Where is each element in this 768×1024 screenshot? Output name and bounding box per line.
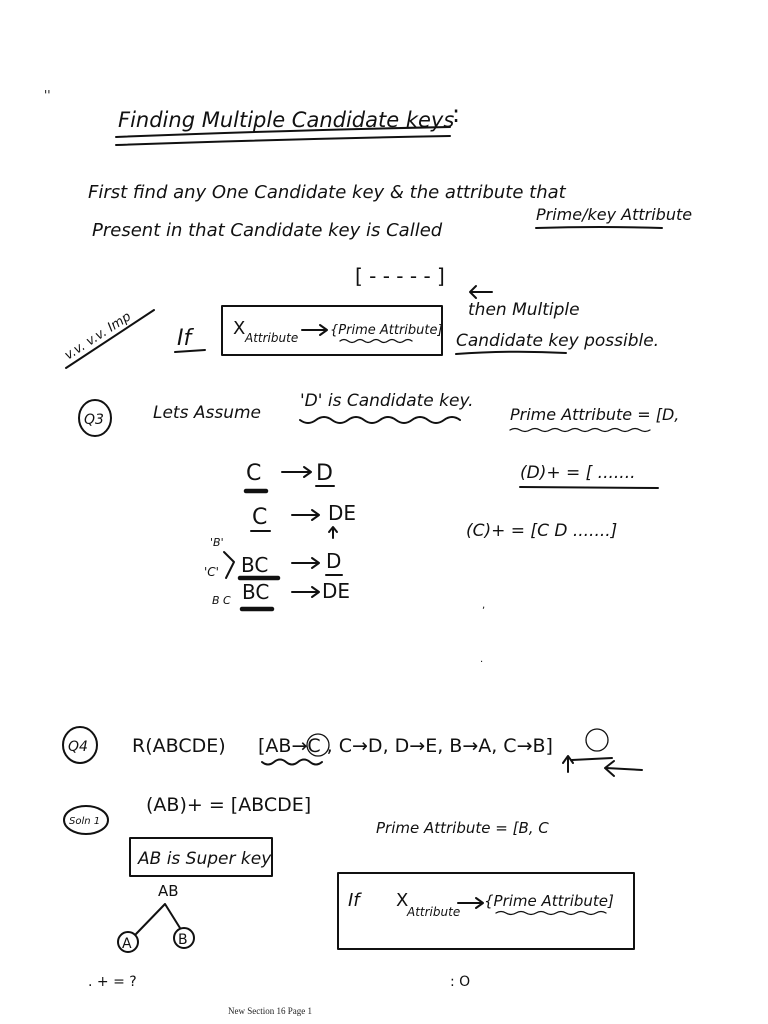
up-arrow-b (563, 756, 573, 772)
stray-dot-1: , (482, 600, 486, 611)
ab-c-wavy (262, 760, 322, 765)
heading-colon: : (452, 100, 461, 128)
cutoff-marks-right: : O (450, 974, 471, 990)
dep2-rhs: DE (328, 501, 357, 525)
assumption-key: 'D' is Candidate key. (300, 391, 474, 411)
intro-line-1: First find any One Candidate key & the attribute that (88, 182, 566, 203)
rule-box-2 (338, 873, 634, 949)
dep1-rhs: D (316, 461, 333, 486)
assumption-wavy-underline (300, 417, 460, 423)
tree-root: AB (158, 882, 179, 900)
b-note: 'B' (210, 536, 224, 549)
intro-line-2: Present in that Candidate key is Called (92, 220, 443, 241)
c-note: 'C' (204, 565, 219, 579)
prime-attribute-d: Prime Attribute = [D, (510, 405, 680, 424)
dep4-arrow (292, 587, 319, 597)
dep3-rhs: D (326, 549, 342, 573)
q3-label: Q3 (84, 412, 104, 428)
b-circle (586, 729, 608, 751)
page-footer: New Section 16 Page 1 (228, 1006, 312, 1016)
stray-dot-2: . (480, 654, 484, 665)
rule2-subscript: Attribute (407, 905, 461, 919)
bc-brace (224, 552, 234, 578)
notes-heading: Finding Multiple Candidate keys (118, 108, 455, 132)
assumption-text: Lets Assume (153, 403, 261, 423)
fd-set: [AB→C , C→D, D→E, B→A, C→B] (258, 735, 553, 757)
cutoff-marks-left: . + = ? (88, 974, 137, 990)
tree-branches (136, 904, 180, 934)
rule2-if: If (348, 890, 360, 911)
heading-underline-2 (116, 136, 450, 145)
tree-right: B (178, 932, 188, 948)
rule-if: If (177, 326, 192, 351)
dep3-lhs: BC (241, 553, 269, 577)
prime-key-attribute-term: Prime/key Attribute (536, 205, 693, 224)
dep3-arrow (292, 558, 319, 568)
x-attribute-subscript: Attribute (245, 331, 299, 345)
very-important-note: v.v. v.v. Imp (62, 309, 134, 364)
rule-arrow (302, 325, 327, 335)
dep1-arrow (282, 467, 311, 477)
stray-marks: '' (44, 88, 51, 102)
rule2-wavy-underline (496, 912, 606, 915)
relation-schema: R(ABCDE) (132, 735, 226, 757)
dep2-arrow (292, 510, 319, 520)
prime-attribute-set: {Prime Attribute] (330, 323, 443, 338)
q4-label: Q4 (68, 739, 88, 755)
then-underline (456, 352, 566, 354)
d-closure: (D)+ = [ ....... (520, 463, 636, 483)
soln-label: Soln 1 (69, 816, 101, 827)
placeholder-bracket: [ - - - - - ] (355, 264, 445, 288)
rule2-x: X (396, 890, 409, 911)
bc-note: B C (212, 594, 231, 607)
rule2-set: {Prime Attribute] (484, 892, 614, 910)
super-key-text: AB is Super key (138, 849, 272, 869)
dep2-up-arrow (329, 527, 337, 538)
rule2-arrow (458, 898, 483, 908)
then-line-1: then Multiple (468, 300, 580, 320)
dep2-lhs: C (252, 505, 268, 530)
then-line-2: Candidate key possible. (456, 331, 660, 351)
pointing-arrow (605, 761, 642, 776)
dep4-rhs: DE (322, 579, 351, 603)
prime-key-attribute-underline (536, 227, 662, 228)
c-closure: (C)+ = [C D .......] (466, 521, 618, 541)
ab-closure: (AB)+ = [ABCDE] (146, 794, 312, 816)
c-b-underline (572, 758, 612, 760)
tree-left: A (122, 936, 132, 952)
x-letter: X (233, 318, 246, 339)
prime-attribute-wavy-underline (340, 340, 412, 343)
dep4-lhs: BC (242, 580, 270, 604)
dep1-lhs: C (246, 461, 262, 486)
prime-attribute-bc: Prime Attribute = [B, C (376, 819, 549, 837)
left-arrow (470, 286, 492, 298)
prime-attribute-wavy (510, 429, 650, 432)
d-closure-underline (520, 487, 658, 488)
